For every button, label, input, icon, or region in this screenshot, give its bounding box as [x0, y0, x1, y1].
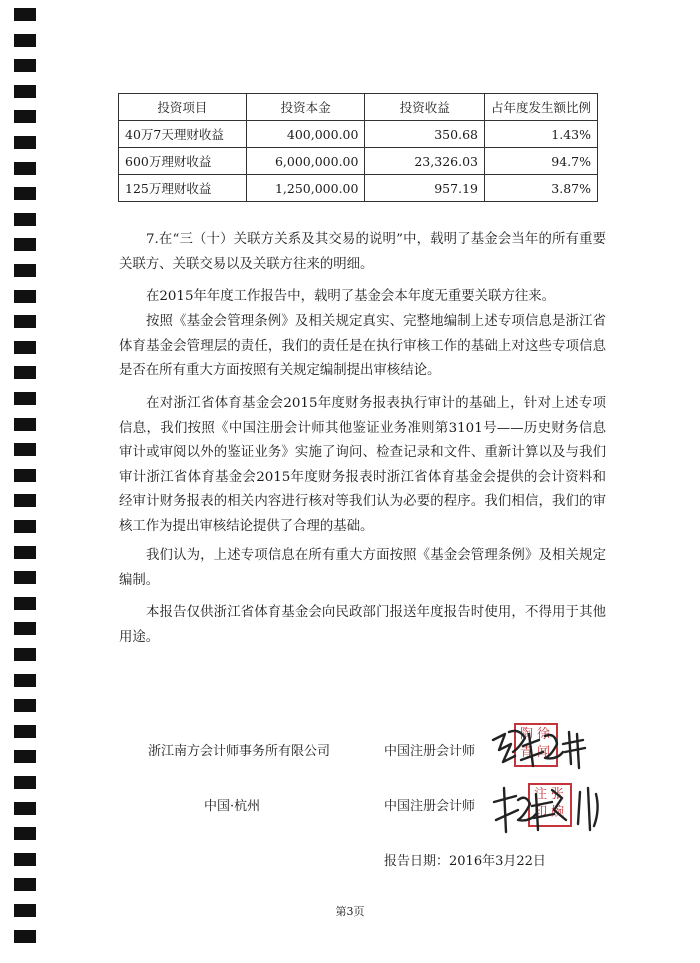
binding-hole	[14, 8, 36, 21]
binding-hole	[14, 597, 36, 610]
binding-hole	[14, 59, 36, 72]
binding-hole	[14, 392, 36, 405]
paragraph-related-party: 7.在“三（十）关联方关系及其交易的说明”中，载明了基金会当年的所有重要关联方、关联交易以及关联方往来的明细。	[119, 232, 606, 272]
cell-ratio: 1.43%	[484, 121, 597, 148]
header-item: 投资项目	[119, 94, 247, 121]
binding-hole	[14, 648, 36, 661]
binding-hole	[14, 853, 36, 866]
table-row	[119, 121, 598, 148]
binding-hole	[14, 776, 36, 789]
binding-hole	[14, 341, 36, 354]
binding-hole	[14, 725, 36, 738]
binding-hole	[14, 187, 36, 200]
binding-hole	[14, 674, 36, 687]
binding-hole	[14, 802, 36, 815]
header-principal: 投资本金	[246, 94, 365, 121]
header-ratio: 占年度发生额比例	[484, 94, 597, 121]
binding-hole	[14, 34, 36, 47]
firm-location: 中国·杭州	[204, 799, 261, 814]
binding-hole	[14, 418, 36, 431]
binding-hole	[14, 315, 36, 328]
binding-hole	[14, 264, 36, 277]
paragraph-procedures: 在对浙江省体育基金会2015年度财务报表执行审计的基础上，针对上述专项信息，我们按照《中国注册会计师其他鉴证业务准则第3101号——历史财务信息审计或审阅以外的鉴证业务》实施了询问、检查记录和文件、重新计算以及与我们审计浙江省体育基金会2015年度财务报表时浙江省体育基金会提供的会计资料和经审计财务报表的相关内容进行核对等我们认为必要的程序。我们相信，我们的审核工作为提出审核结论提供了合理的基础。	[119, 396, 606, 534]
binding-hole	[14, 622, 36, 635]
binding-hole	[14, 469, 36, 482]
binding-hole	[14, 213, 36, 226]
cell-principal: 6,000,000.00	[246, 148, 365, 175]
binding-hole	[14, 162, 36, 175]
binding-hole	[14, 878, 36, 891]
binding-hole	[14, 366, 36, 379]
cell-ratio: 3.87%	[484, 175, 597, 202]
cell-item: 40万7天理财收益	[119, 121, 247, 148]
handwritten-signature-1	[485, 722, 605, 777]
firm-name: 浙江南方会计师事务所有限公司	[148, 744, 331, 759]
table-row	[119, 148, 598, 175]
investment-table	[118, 93, 598, 202]
report-date: 报告日期：2016年3月22日	[384, 854, 546, 869]
binding-hole	[14, 110, 36, 123]
binding-hole	[14, 827, 36, 840]
paragraph-opinion: 我们认为，上述专项信息在所有重大方面按照《基金会管理条例》及相关规定编制。	[119, 548, 606, 588]
binding-hole	[14, 290, 36, 303]
cell-item: 600万理财收益	[119, 148, 247, 175]
table-header-row	[119, 94, 598, 121]
binding-hole	[14, 136, 36, 149]
paragraph-responsibility: 按照《基金会管理条例》及相关规定真实、完整地编制上述专项信息是浙江省体育基金会管理层的责任，我们的责任是在执行审核工作的基础上对这些专项信息是否在所有重大方面按照有关规定编制提出审核结论。	[119, 314, 606, 379]
cell-principal: 1,250,000.00	[246, 175, 365, 202]
binding-hole	[14, 750, 36, 763]
page-number: 第3页	[335, 905, 365, 918]
cpa-label-2: 中国注册会计师	[384, 799, 476, 814]
binding-hole	[14, 85, 36, 98]
binding-hole	[14, 443, 36, 456]
paragraph-usage: 本报告仅供浙江省体育基金会向民政部门报送年度报告时使用，不得用于其他用途。	[119, 605, 606, 645]
cell-income: 23,326.03	[365, 148, 485, 175]
cpa-label-1: 中国注册会计师	[384, 744, 476, 759]
header-income: 投资收益	[365, 94, 485, 121]
cell-item: 125万理财收益	[119, 175, 247, 202]
binding-hole	[14, 546, 36, 559]
binding-hole	[14, 930, 36, 943]
binding-holes	[0, 0, 40, 963]
binding-hole	[14, 699, 36, 712]
cpa-seal-stamp: 陶 徐 青 闻	[514, 723, 558, 767]
table-row	[119, 175, 598, 202]
binding-hole	[14, 238, 36, 251]
handwritten-signature-2	[488, 780, 610, 842]
cell-income: 957.19	[365, 175, 485, 202]
paragraph-annual-report: 在2015年年度工作报告中，载明了基金会本年度无重要关联方往来。	[146, 289, 556, 304]
cell-ratio: 94.7%	[484, 148, 597, 175]
binding-hole	[14, 520, 36, 533]
binding-hole	[14, 571, 36, 584]
cpa-seal-stamp: 注 张 印 婉	[528, 783, 572, 827]
cell-income: 350.68	[365, 121, 485, 148]
cell-principal: 400,000.00	[246, 121, 365, 148]
binding-hole	[14, 494, 36, 507]
